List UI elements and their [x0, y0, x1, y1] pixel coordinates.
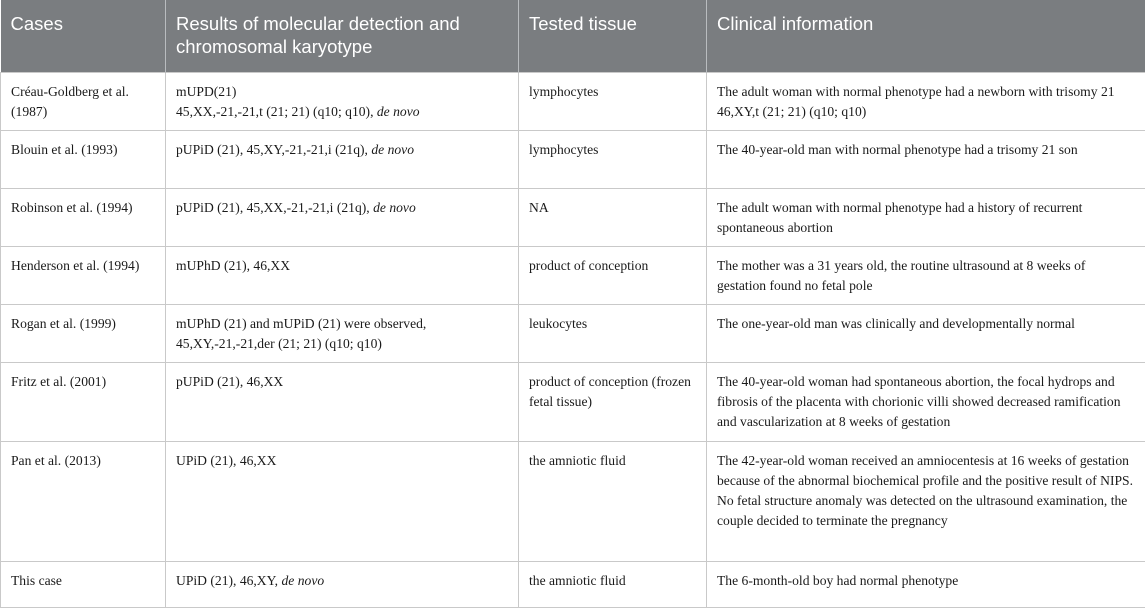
- cell-result: [166, 441, 519, 561]
- cell-result: [166, 246, 519, 304]
- table-row: [1, 304, 1145, 362]
- cell-result: [166, 130, 519, 188]
- table-header: [1, 0, 1145, 72]
- cell-result: [166, 188, 519, 246]
- cell-clinical: The mother was a 31 years old, the routine ultrasound at 8 weeks of gestation found no fetal pole: [707, 246, 1145, 304]
- cell-case: Créau-Goldberg et al. (1987): [1, 72, 166, 130]
- cell-result: [166, 72, 519, 130]
- table-row: [1, 561, 1145, 607]
- cell-clinical: The 6-month-old boy had normal phenotype: [707, 561, 1145, 607]
- result-italic: de novo: [282, 573, 325, 588]
- result-text: pUPiD (21), 45,XY,-21,-21,i (21q),: [176, 142, 368, 157]
- table-row: [1, 72, 1145, 130]
- header-clinical: Clinical information: [707, 0, 1145, 72]
- cell-case: This case: [1, 561, 166, 607]
- header-row: [1, 0, 1145, 72]
- cell-case: Fritz et al. (2001): [1, 362, 166, 441]
- cell-result: [166, 362, 519, 441]
- cell-clinical: The 40-year-old woman had spontaneous abortion, the focal hydrops and fibrosis of the placenta with chorionic villi showed decreased ramification and vascularization at 8 weeks of gestation: [707, 362, 1145, 441]
- cell-clinical: The adult woman with normal phenotype had a newborn with trisomy 21 46,XY,t (21; 21) (q10; q10): [707, 72, 1145, 130]
- cell-result: [166, 304, 519, 362]
- table-row: [1, 246, 1145, 304]
- result-text: mUPhD (21) and mUPiD (21) were observed, 45,XY,-21,-21,der (21; 21) (q10; q10): [176, 316, 426, 351]
- cell-clinical: The one-year-old man was clinically and developmentally normal: [707, 304, 1145, 362]
- result-text: mUPD(21) 45,XX,-21,-21,t (21; 21) (q10; q10),: [176, 84, 373, 119]
- result-italic: de novo: [377, 104, 420, 119]
- result-italic: de novo: [373, 200, 416, 215]
- header-results: Results of molecular detection and chromosomal karyotype: [166, 0, 519, 72]
- cell-case: Rogan et al. (1999): [1, 304, 166, 362]
- result-text: pUPiD (21), 46,XX: [176, 374, 283, 389]
- cell-case: Henderson et al. (1994): [1, 246, 166, 304]
- table-row: [1, 441, 1145, 561]
- cell-tissue: the amniotic fluid: [519, 561, 707, 607]
- table-body: [1, 72, 1145, 607]
- cell-tissue: lymphocytes: [519, 130, 707, 188]
- cell-clinical: The 42-year-old woman received an amniocentesis at 16 weeks of gestation because of the abnormal biochemical profile and the positive result of NIPS. No fetal structure anomaly was detected on the ultrasound examination, the couple decided to terminate the pregnancy: [707, 441, 1145, 561]
- cell-case: Blouin et al. (1993): [1, 130, 166, 188]
- cell-tissue: the amniotic fluid: [519, 441, 707, 561]
- header-tissue: Tested tissue: [519, 0, 707, 72]
- table-row: [1, 130, 1145, 188]
- cell-clinical: The adult woman with normal phenotype had a history of recurrent spontaneous abortion: [707, 188, 1145, 246]
- cell-tissue: product of conception: [519, 246, 707, 304]
- cell-case: Pan et al. (2013): [1, 441, 166, 561]
- result-text: UPiD (21), 46,XX: [176, 453, 276, 468]
- result-text: mUPhD (21), 46,XX: [176, 258, 290, 273]
- cell-clinical: The 40-year-old man with normal phenotype had a trisomy 21 son: [707, 130, 1145, 188]
- cell-tissue: leukocytes: [519, 304, 707, 362]
- cell-case: Robinson et al. (1994): [1, 188, 166, 246]
- result-text: pUPiD (21), 45,XX,-21,-21,i (21q),: [176, 200, 370, 215]
- cell-result: [166, 561, 519, 607]
- table-row: [1, 188, 1145, 246]
- cell-tissue: lymphocytes: [519, 72, 707, 130]
- cell-tissue: NA: [519, 188, 707, 246]
- cell-tissue: product of conception (frozen fetal tissue): [519, 362, 707, 441]
- table-row: [1, 362, 1145, 441]
- result-text: UPiD (21), 46,XY,: [176, 573, 278, 588]
- result-italic: de novo: [371, 142, 414, 157]
- header-cases: Cases: [1, 0, 166, 72]
